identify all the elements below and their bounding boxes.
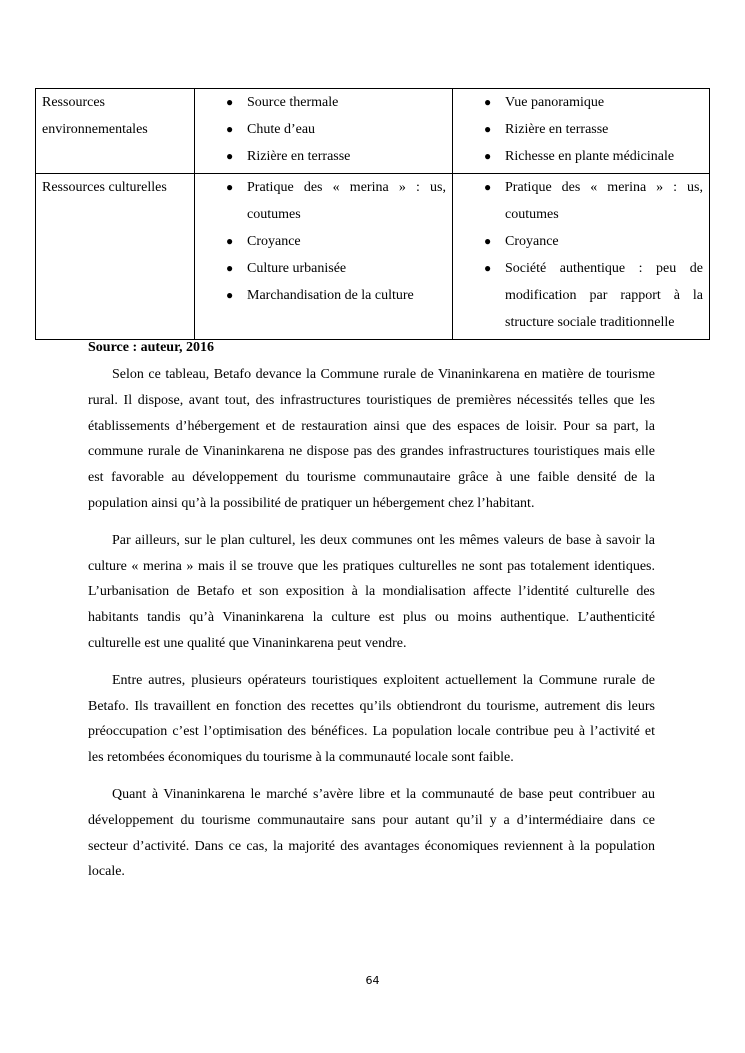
row-category: Ressources culturelles	[36, 174, 195, 340]
table-row	[36, 174, 710, 340]
commune-2-cell	[453, 174, 710, 340]
list-item: ● Culture urbanisée	[226, 261, 347, 276]
paragraph: Quant à Vinaninkarena le marché s’avère libre et la communauté de base peut contribuer au développement du tourisme communautaire sans pour autant qu’il y a d’intermédiaire dans ce secteur d’activité. Dans ce cas, la majorité des avantages économiques reviennent à la population locale.	[88, 786, 655, 880]
body-text	[88, 362, 655, 896]
paragraph: Par ailleurs, sur le plan culturel, les deux communes ont les mêmes valeurs de base à savoir la culture « merina » mais il se trouve que les pratiques culturelles ne sont pas totalement identiques. L’urbanisation de Betafo et son exposition à la mondialisation affecte l’identité culturelle des habitants tandis qu’à Vinaninkarena la culture est plus ou moins authentique. L’authenticité culturelle est une qualité que Vinaninkarena peut vendre.	[88, 532, 655, 651]
commune-1-cell	[195, 89, 453, 174]
list-item: ● Marchandisation de la culture	[226, 288, 414, 303]
commune-2-cell	[453, 89, 710, 174]
list-item: ● Richesse en plante médicinale	[484, 149, 675, 164]
list-item: ● Croyance	[226, 234, 301, 249]
list-item: ● Chute d’eau	[226, 122, 316, 137]
list-item: ● Société authentique : peu de modification par rapport à la structure sociale traditionnelle	[484, 261, 703, 330]
list-item: ● Vue panoramique	[484, 95, 605, 110]
paragraph: Selon ce tableau, Betafo devance la Commune rurale de Vinaninkarena en matière de tourisme rural. Il dispose, avant tout, des infrastructures touristiques de premières nécessités telles que les établissements d’hébergement et de restauration ainsi que des espaces de loisir. Pour sa part, la commune rurale de Vinaninkarena ne dispose pas des grandes infrastructures touristiques mais elle est favorable au développement du tourisme communautaire grâce à une faible densité de la population ainsi qu’à la possibilité de pratiquer un hébergement chez l’habitant.	[88, 367, 655, 511]
list-item: ● Croyance	[484, 234, 559, 249]
row-category: Ressources environnementales	[36, 89, 195, 174]
list-item: ● Pratique des « merina » : us, coutumes	[226, 180, 446, 222]
resources-table	[35, 88, 710, 340]
table-source: Source : auteur, 2016	[88, 340, 214, 355]
paragraph: Entre autres, plusieurs opérateurs touristiques exploitent actuellement la Commune rurale de Betafo. Ils travaillent en fonction des recettes qu’ils obtiendront du tourisme, autrement dis leurs préoccupation c’est l’optimisation des bénéfices. La population locale contribue peu à l’activité et les retombées économiques du tourisme à la communauté locale sont faible.	[88, 672, 655, 766]
list-item: ● Rizière en terrasse	[226, 149, 351, 164]
list-item: ● Pratique des « merina » : us, coutumes	[484, 180, 703, 222]
page-number: 64	[365, 974, 380, 987]
list-item: ● Source thermale	[226, 95, 339, 110]
list-item: ● Rizière en terrasse	[484, 122, 609, 137]
commune-1-cell	[195, 174, 453, 340]
table-row	[36, 89, 710, 174]
